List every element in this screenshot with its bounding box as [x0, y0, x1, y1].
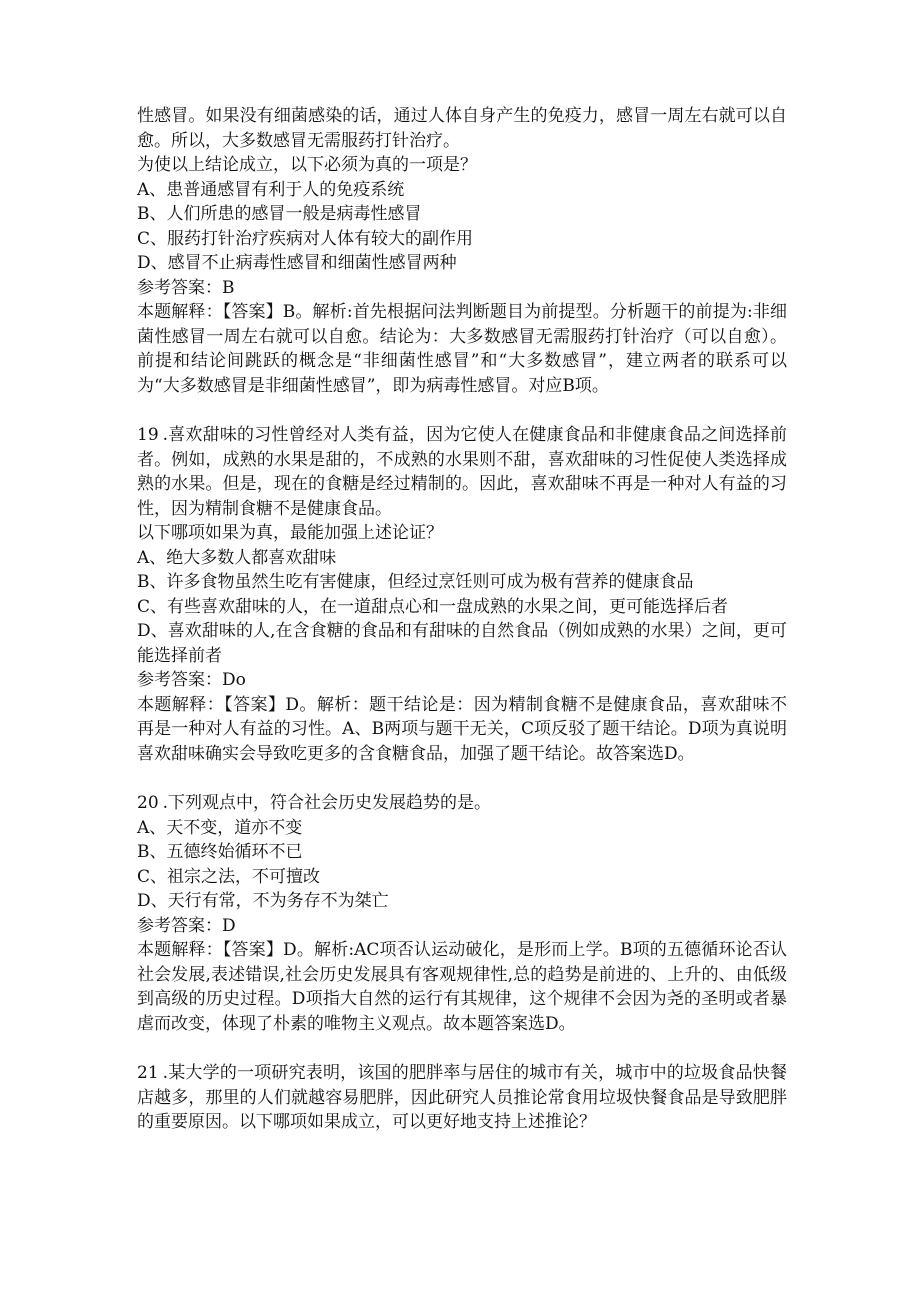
spacer: [137, 766, 787, 791]
question-stem: [137, 423, 787, 521]
question-prompt: 以下哪项如果为真，最能加强上述论证？: [137, 523, 443, 543]
question-stem: [137, 1061, 787, 1135]
question-stem-text: .某大学的一项研究表明，该国的肥胖率与居住的城市有关，城市中的垃圾食品快餐店越多，那里的人们就越容易肥胖，因此研究人员推论常食用垃圾快餐食品是导致肥胖的重要原因。以下哪项如果成立，可以更好地支持上述推论？: [137, 1063, 787, 1132]
document-page: [137, 104, 787, 1135]
question-19: [137, 423, 787, 766]
option-d: D、天行有常，不为务存不为桀亡: [137, 891, 389, 911]
option-b: B、人们所患的感冒一般是病毒性感冒: [137, 204, 422, 224]
option-a: A、患普通感冒有利于人的免疫系统: [137, 179, 405, 200]
question-fragment: [137, 104, 787, 398]
reference-answer: 参考答案：D: [137, 915, 236, 936]
question-21: [137, 1061, 787, 1135]
question-prompt: 为使以上结论成立，以下必须为真的一项是？: [137, 155, 477, 175]
option-d: D、感冒不止病毒性感冒和细菌性感冒两种: [137, 253, 457, 273]
question-stem-tail: 性感冒。如果没有细菌感染的话，通过人体自身产生的免疫力，感冒一周左右就可以自愈。所以，大多数感冒无需服药打针治疗。: [137, 106, 787, 151]
option-b: B、五德终始循环不已: [137, 842, 303, 862]
answer-explanation: 本题解释：【答案】D。解析:AC项否认运动破化，是形而上学。B项的五德循环论否认社会发展,表述错误,社会历史发展具有客观规律性,总的趋势是前进的、上升的、由低级到高级的历史过程。D项指大自然的运行有其规律，这个规律不会因为尧的圣明或者暴虐而改变，体现了朴素的唯物主义观点。故本题答案选D。: [137, 940, 787, 1034]
spacer: [137, 1036, 787, 1061]
question-stem-text: .下列观点中，符合社会历史发展趋势的是。: [162, 793, 492, 813]
question-number: 19: [137, 425, 159, 445]
question-number: 21: [137, 1063, 159, 1083]
option-a: A、绝大多数人都喜欢甜味: [137, 547, 337, 568]
reference-answer: 参考答案：Do: [137, 670, 246, 690]
question-number: 20: [137, 793, 159, 813]
spacer: [137, 398, 787, 423]
question-stem: [137, 791, 787, 816]
reference-answer: 参考答案：B: [137, 277, 235, 298]
answer-explanation: 本题解释：【答案】D。解析：题干结论是：因为精制食糖不是健康食品，喜欢甜味不再是一种对人有益的习性。A、B两项与题干无关，C项反驳了题干结论。D项为真说明喜欢甜味确实会导致吃更多的含食糖食品，加强了题干结论。故答案选D。: [137, 694, 787, 764]
answer-explanation: 本题解释：【答案】B。解析:首先根据问法判断题目为前提型。分析题干的前提为:非细菌性感冒一周左右就可以自愈。结论为：大多数感冒无需服药打针治疗（可以自愈）。前提和结论间跳跃的概念是“非细菌性感冒”和“大多数感冒”，建立两者的联系可以为“大多数感冒是非细菌性感冒”，即为病毒性感冒。对应B项。: [137, 302, 787, 396]
question-20: [137, 791, 787, 1036]
option-b: B、许多食物虽然生吃有害健康，但经过烹饪则可成为极有营养的健康食品: [137, 572, 694, 592]
option-d: D、喜欢甜味的人,在含食糖的食品和有甜味的自然食品（例如成熟的水果）之间，更可能选择前者: [137, 621, 787, 666]
question-stem-text: .喜欢甜味的习性曾经对人类有益，因为它使人在健康食品和非健康食品之间选择前者。例如，成熟的水果是甜的，不成熟的水果则不甜，喜欢甜味的习性促使人类选择成熟的水果。但是，现在的食糖是经过精制的。因此，喜欢甜味不再是一种对人有益的习性，因为精制食糖不是健康食品。: [137, 425, 787, 519]
option-c: C、祖宗之法，不可擅改: [137, 866, 321, 887]
option-c: C、有些喜欢甜味的人，在一道甜点心和一盘成熟的水果之间，更可能选择后者: [137, 596, 729, 617]
option-c: C、服药打针治疗疾病对人体有较大的副作用: [137, 228, 474, 249]
option-a: A、天不变，道亦不变: [137, 817, 303, 838]
